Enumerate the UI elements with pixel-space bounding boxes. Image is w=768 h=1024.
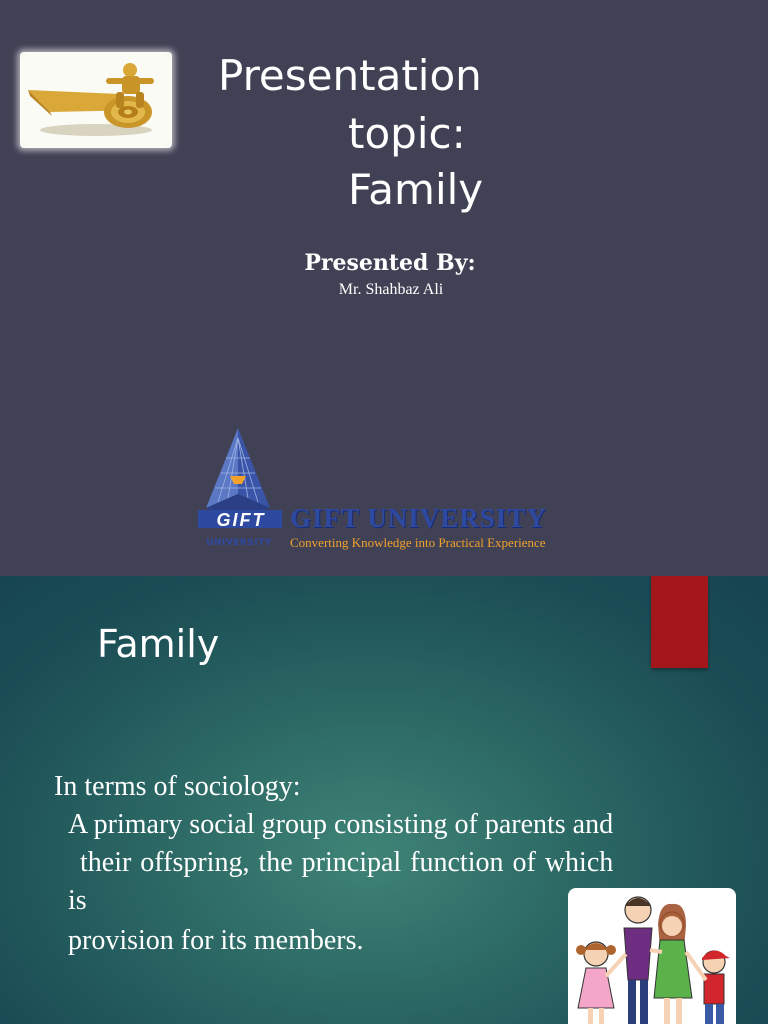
definition-lead: In terms of sociology: (54, 771, 301, 802)
logo-university-name: GIFT UNIVERSITY (290, 503, 547, 533)
definition-line-1: A primary social group consisting of parents and (68, 809, 614, 840)
definition-slide (0, 576, 768, 1024)
family-illustration-icon (568, 888, 736, 1024)
presentation-title-line-2: topic: (348, 109, 466, 158)
logo-sub-label: UNIVERSITY (206, 538, 272, 548)
logo-abbr: GIFT (216, 510, 266, 530)
definition-line-3: is (68, 885, 87, 916)
scroll-icon (20, 52, 172, 148)
slide-title: Family (97, 622, 220, 666)
red-accent-tab (651, 576, 708, 668)
definition-line-4: provision for its members. (68, 925, 364, 956)
presentation-title-line-1: Presentation (218, 51, 482, 100)
presenter-name: Mr. Shahbaz Ali (338, 281, 444, 298)
logo-tagline: Converting Knowledge into Practical Experience (290, 535, 546, 550)
presented-by-label: Presented By: (304, 250, 476, 276)
definition-line-2: their offspring, the principal function of which (80, 847, 614, 878)
presentation-title-line-3: Family (348, 165, 484, 214)
